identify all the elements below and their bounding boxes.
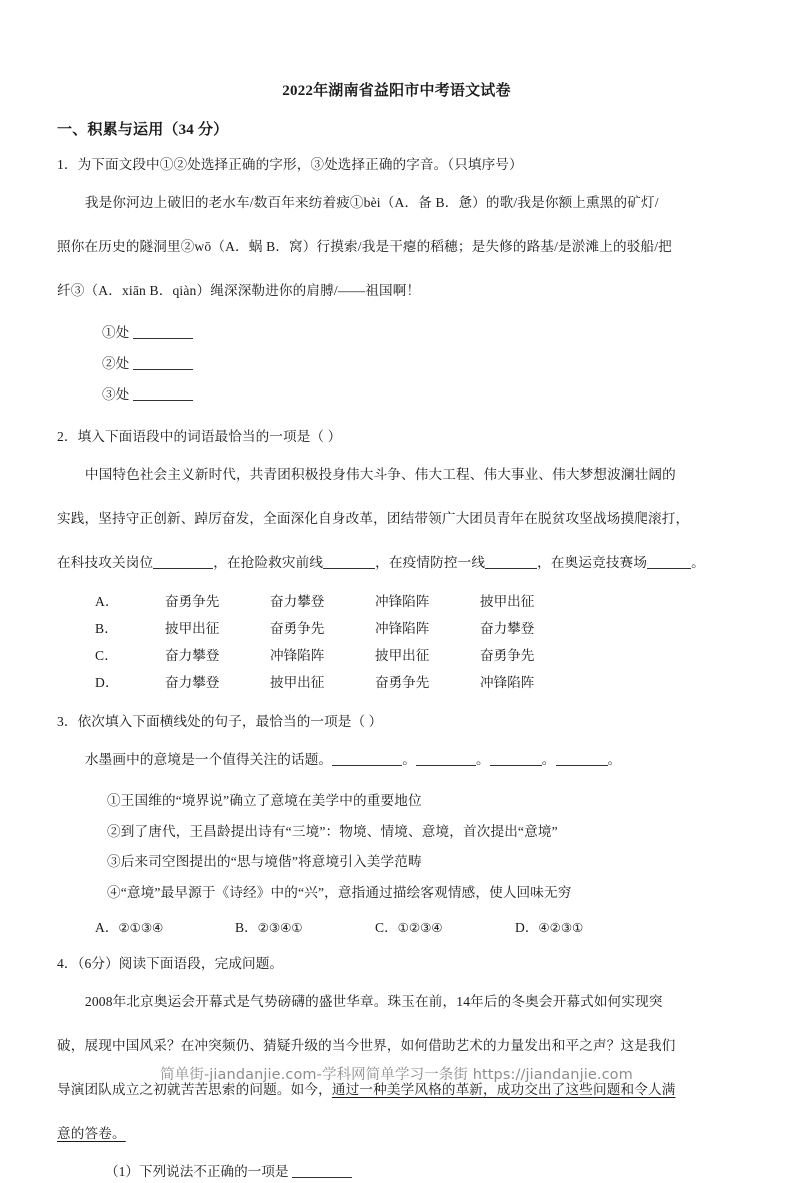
question-2-passage-fill (57, 547, 745, 579)
question-2-stem (57, 426, 745, 447)
sub-question-label: （1） (105, 1164, 139, 1180)
q3-option-a-value: ②①③④ (118, 919, 164, 935)
order-input-1[interactable] (332, 752, 402, 767)
question-2-number: 2． (57, 428, 78, 444)
order-input-2[interactable] (416, 752, 476, 767)
answer-blank-row-2 (102, 348, 745, 379)
fill-input-2[interactable] (323, 554, 375, 569)
passage-line: 纤③（A．xiān B．qiàn）绳深深勒进你的肩膊/——祖国啊！ (57, 282, 421, 298)
sep-1: 。 (402, 752, 417, 768)
q3-option-d-label: D． (515, 919, 539, 935)
sub-answer-input[interactable] (292, 1164, 352, 1179)
option-d-cell-1: 奋力攀登 (165, 675, 220, 691)
question-3-number: 3． (57, 714, 78, 730)
sep-2: 。 (476, 752, 490, 768)
question-1 (0, 154, 793, 411)
answer-blank-label-3: ③处 (102, 387, 130, 403)
page-title: 2022年湖南省益阳市中考语文试卷 (282, 83, 511, 99)
q3-option-c-label: C． (375, 919, 398, 935)
answer-blank-row-1 (102, 317, 745, 348)
q3-option-b[interactable] (235, 917, 375, 938)
answer-blank-label-1: ①处 (102, 324, 130, 340)
option-a-cell-3: 冲锋陷阵 (375, 593, 430, 609)
question-4-passage (57, 986, 745, 1018)
question-4-stem-text: （6分）阅读下面语段，完成问题。 (77, 955, 284, 971)
passage-line: 我是你河边上破旧的老水车/数百年来纺着疲①bèi（A．备 B．惫）的歌/我是你额上熏黑的矿灯/ (84, 195, 659, 211)
q3-option-d[interactable] (515, 917, 655, 938)
option-d-cell-4: 冲锋陷阵 (480, 675, 535, 691)
passage-line: 2008年北京奥运会开幕式是气势磅礴的盛世华章。珠玉在前，14年后的冬奥会开幕式如何实现突 (84, 993, 663, 1009)
fill-suffix: 。 (691, 554, 705, 570)
option-b-label: B． (95, 620, 119, 636)
option-c-cell-4: 奋勇争先 (480, 647, 535, 663)
item-2: ②到了唐代，王昌龄提出诗有“三境”：物境、情境、意境，首次提出“意境” (107, 823, 558, 839)
footer-watermark: 简单街-jiandanjie.com-学科网简单学习一条街 https://jiandanjie.com (160, 1067, 633, 1083)
option-d-label: D． (95, 675, 119, 691)
answer-blank-row-3 (102, 379, 745, 410)
option-a-cell-2: 奋力攀登 (270, 593, 325, 609)
question-3 (0, 711, 793, 937)
question-4-stem (57, 953, 745, 974)
passage-prefix: 水墨画中的意境是一个值得关注的话题。 (84, 752, 333, 768)
item-1: ①王国维的“境界说”确立了意境在美学中的重要地位 (107, 793, 422, 809)
option-b-cell-2: 奋勇争先 (270, 620, 325, 636)
answer-blank-label-2: ②处 (102, 356, 130, 372)
fill-prefix-4: ，在奥运竞技赛场 (537, 554, 648, 570)
question-2 (0, 426, 793, 697)
q3-option-b-label: B． (235, 919, 258, 935)
question-4-passage-cont (57, 1030, 745, 1062)
question-1-stem (57, 154, 745, 175)
question-4-number: 4． (57, 955, 78, 971)
question-2-passage (57, 459, 745, 491)
option-b-cell-4: 奋力攀登 (480, 620, 535, 636)
question-4-passage-cont3 (57, 1118, 745, 1150)
question-4-sub-1 (57, 1161, 745, 1182)
option-row-d[interactable] (95, 669, 745, 696)
fill-prefix-2: ，在抢险救灾前线 (213, 554, 324, 570)
passage-line: 破，展现中国风采？在冲突频仍、猜疑升级的当今世界，如何借助艺术的力量发出和平之声？这是我们 (57, 1037, 676, 1053)
fill-input-3[interactable] (485, 554, 537, 569)
question-2-passage-cont (57, 503, 745, 535)
sep-4: 。 (607, 752, 622, 768)
option-a-cell-4: 披甲出征 (480, 593, 535, 609)
fill-input-4[interactable] (647, 554, 691, 569)
question-1-number: 1． (57, 157, 78, 172)
q3-option-c[interactable] (375, 917, 515, 938)
option-d-cell-2: 披甲出征 (270, 675, 325, 691)
passage-line: 中国特色社会主义新时代，共青团积极投身伟大斗争、伟大工程、伟大事业、伟大梦想波澜壮阔的 (84, 466, 676, 482)
question-2-stem-text: 填入下面语段中的词语最恰当的一项是（ ） (77, 428, 342, 444)
answer-input-2[interactable] (133, 356, 193, 371)
question-3-options (57, 917, 745, 938)
item-3: ③后来司空图提出的“思与境偕”将意境引入美学范畴 (107, 854, 422, 870)
q3-option-c-value: ①②③④ (397, 919, 443, 935)
option-c-cell-1: 奋力攀登 (165, 647, 220, 663)
fill-prefix-3: ，在疫情防控一线 (375, 554, 486, 570)
question-1-passage (57, 187, 745, 219)
question-1-answer-blanks (57, 317, 745, 411)
sep-3: 。 (541, 752, 556, 768)
answer-input-1[interactable] (133, 324, 193, 339)
option-row-b[interactable] (95, 615, 745, 642)
passage-line: 实践，坚持守正创新、踔厉奋发，全面深化自身改革，团结带领广大团员青年在脱贫攻坚战场摸爬滚打， (57, 510, 690, 526)
option-row-c[interactable] (95, 642, 745, 669)
q3-option-b-value: ②③④① (257, 919, 303, 935)
q3-option-a[interactable] (95, 917, 235, 938)
option-c-cell-3: 披甲出征 (375, 647, 430, 663)
option-row-a[interactable] (95, 588, 745, 615)
question-1-passage-cont2 (57, 275, 745, 307)
option-c-label: C． (95, 647, 119, 663)
sub-question-text: 下列说法不正确的一项是 (138, 1164, 289, 1180)
q3-option-d-value: ④②③① (538, 919, 584, 935)
section-heading: 一、积累与运用（34 分） (57, 122, 229, 138)
question-3-items (57, 786, 745, 908)
option-a-label: A． (95, 593, 119, 609)
question-3-passage (57, 744, 745, 776)
fill-prefix-1: 在科技攻关岗位 (57, 554, 154, 570)
question-1-stem-text: 为下面文段中①②处选择正确的字形，③处选择正确的字音。（只填序号） (77, 157, 523, 172)
option-b-cell-1: 披甲出征 (165, 620, 220, 636)
question-2-options (57, 588, 745, 697)
question-3-stem-text: 依次填入下面横线处的句子，最恰当的一项是（ ） (77, 714, 383, 730)
option-c-cell-2: 冲锋陷阵 (270, 647, 325, 663)
question-3-stem (57, 711, 745, 732)
passage-line: 照你在历史的隧洞里②wō（A．蜗 B．窝）行摸索/我是干瘪的稻穗；是失修的路基/是淤滩上的驳船/把 (57, 239, 672, 254)
question-1-passage-cont (57, 231, 745, 263)
passage-line: 导演团队成立之初就苦苦思索的问题。如今， (57, 1081, 332, 1097)
underlined-sentence-part-a: 通过一种美学风格的革新，成功交出了这些问题和令人满 (331, 1081, 676, 1097)
fill-input-1[interactable] (153, 554, 213, 569)
item-4: ④“意境”最早源于《诗经》中的“兴”，意指通过描绘客观情感，使人回味无穷 (107, 885, 572, 901)
option-a-cell-1: 奋勇争先 (165, 593, 220, 609)
option-b-cell-3: 冲锋陷阵 (375, 620, 430, 636)
q3-option-a-label: A． (95, 919, 119, 935)
underlined-sentence-part-b: 意的答卷。 (57, 1125, 126, 1141)
answer-input-3[interactable] (133, 387, 193, 402)
order-input-3[interactable] (490, 752, 542, 767)
option-d-cell-3: 奋勇争先 (375, 675, 430, 691)
order-input-4[interactable] (556, 752, 608, 767)
